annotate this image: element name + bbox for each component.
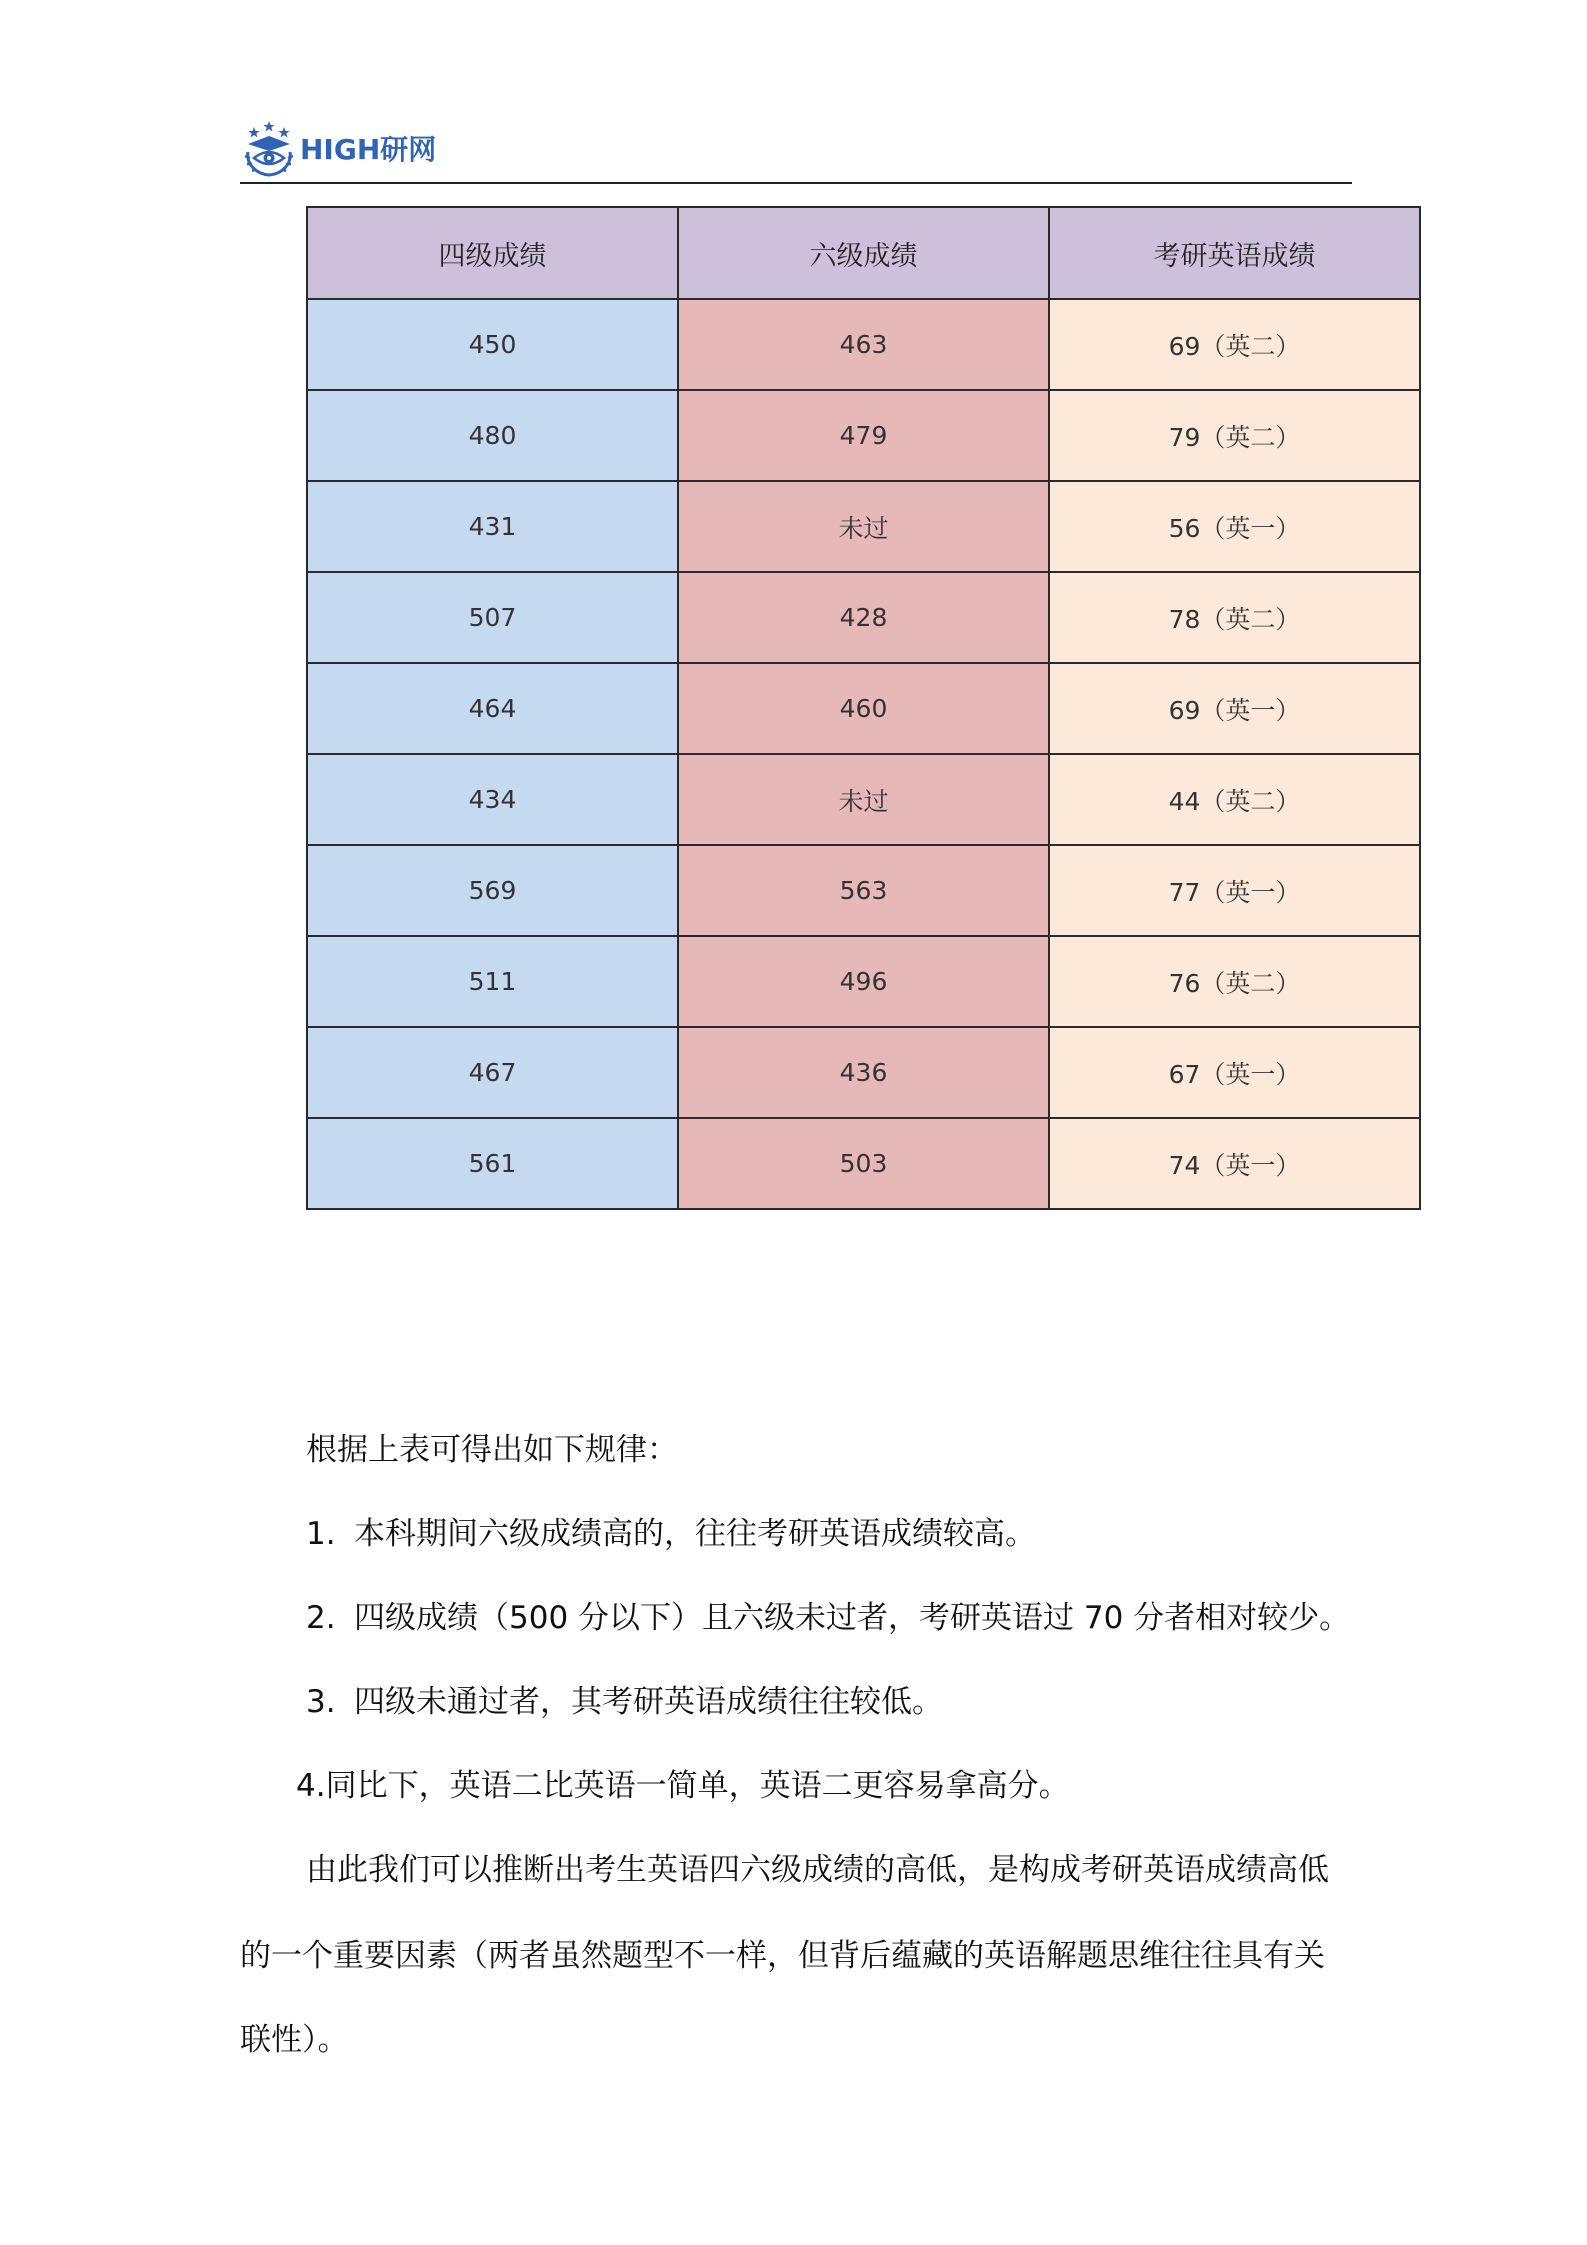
table-row bbox=[307, 299, 1420, 390]
rule-number: 2. bbox=[306, 1600, 336, 1636]
rule-item bbox=[306, 1514, 1418, 1554]
cet4-score: 511 bbox=[307, 936, 678, 1027]
cet4-score: 467 bbox=[307, 1027, 678, 1118]
table-row bbox=[307, 754, 1420, 845]
cet6-score: 436 bbox=[678, 1027, 1049, 1118]
kaoyan-score: 69（英二） bbox=[1049, 299, 1420, 390]
conclusion-line: 由此我们可以推断出考生英语四六级成绩的高低，是构成考研英语成绩高低 bbox=[306, 1852, 1329, 1888]
cet4-score: 561 bbox=[307, 1118, 678, 1209]
cet6-score: 未过 bbox=[678, 754, 1049, 845]
graduation-cap-eye-icon bbox=[240, 118, 298, 178]
cet6-score: 496 bbox=[678, 936, 1049, 1027]
score-table bbox=[306, 206, 1421, 1210]
rule-text: 四级未通过者，其考研英语成绩往往较低。 bbox=[354, 1684, 943, 1720]
cet6-score: 428 bbox=[678, 572, 1049, 663]
kaoyan-score: 56（英一） bbox=[1049, 481, 1420, 572]
cet6-score: 563 bbox=[678, 845, 1049, 936]
kaoyan-score: 44（英二） bbox=[1049, 754, 1420, 845]
rule-text: 四级成绩（500 分以下）且六级未过者，考研英语过 70 分者相对较少。 bbox=[354, 1600, 1351, 1636]
logo-text: HIGH研网 bbox=[300, 133, 437, 166]
column-header-cet4: 四级成绩 bbox=[307, 207, 678, 299]
rule-item bbox=[296, 1766, 1408, 1806]
table-row bbox=[307, 390, 1420, 481]
kaoyan-score: 76（英二） bbox=[1049, 936, 1420, 1027]
cet6-score: 503 bbox=[678, 1118, 1049, 1209]
kaoyan-score: 74（英一） bbox=[1049, 1118, 1420, 1209]
cet4-score: 450 bbox=[307, 299, 678, 390]
site-logo[interactable] bbox=[240, 116, 436, 180]
kaoyan-score: 69（英一） bbox=[1049, 663, 1420, 754]
rule-number: 3. bbox=[306, 1684, 336, 1720]
kaoyan-score: 77（英一） bbox=[1049, 845, 1420, 936]
table-row bbox=[307, 663, 1420, 754]
rule-item bbox=[306, 1682, 1418, 1722]
conclusion-line: 的一个重要因素（两者虽然题型不一样，但背后蕴藏的英语解题思维往往具有关 bbox=[240, 1938, 1325, 1974]
rule-number: 1. bbox=[306, 1516, 336, 1552]
rule-number: 4. bbox=[296, 1768, 326, 1804]
rule-text: 同比下，英语二比英语一简单，英语二更容易拿高分。 bbox=[325, 1768, 1070, 1804]
conclusion-line: 联性）。 bbox=[240, 2022, 349, 2058]
table-row bbox=[307, 1027, 1420, 1118]
table-header-row bbox=[307, 207, 1420, 299]
column-header-cet6: 六级成绩 bbox=[678, 207, 1049, 299]
cet6-score: 460 bbox=[678, 663, 1049, 754]
table-row bbox=[307, 572, 1420, 663]
cet4-score: 480 bbox=[307, 390, 678, 481]
rule-text: 本科期间六级成绩高的，往往考研英语成绩较高。 bbox=[354, 1516, 1036, 1552]
cet6-score: 463 bbox=[678, 299, 1049, 390]
cet6-score: 479 bbox=[678, 390, 1049, 481]
kaoyan-score: 78（英二） bbox=[1049, 572, 1420, 663]
intro-paragraph: 根据上表可得出如下规律： bbox=[306, 1432, 678, 1468]
column-header-kaoyan: 考研英语成绩 bbox=[1049, 207, 1420, 299]
table-row bbox=[307, 845, 1420, 936]
kaoyan-score: 79（英二） bbox=[1049, 390, 1420, 481]
cet4-score: 431 bbox=[307, 481, 678, 572]
cet4-score: 507 bbox=[307, 572, 678, 663]
table-row bbox=[307, 481, 1420, 572]
cet4-score: 464 bbox=[307, 663, 678, 754]
page-header bbox=[240, 112, 1352, 184]
table-row bbox=[307, 936, 1420, 1027]
header-divider bbox=[240, 182, 1352, 184]
cet6-score: 未过 bbox=[678, 481, 1049, 572]
cet4-score: 434 bbox=[307, 754, 678, 845]
table-row bbox=[307, 1118, 1420, 1209]
rule-item bbox=[306, 1598, 1418, 1638]
cet4-score: 569 bbox=[307, 845, 678, 936]
kaoyan-score: 67（英一） bbox=[1049, 1027, 1420, 1118]
